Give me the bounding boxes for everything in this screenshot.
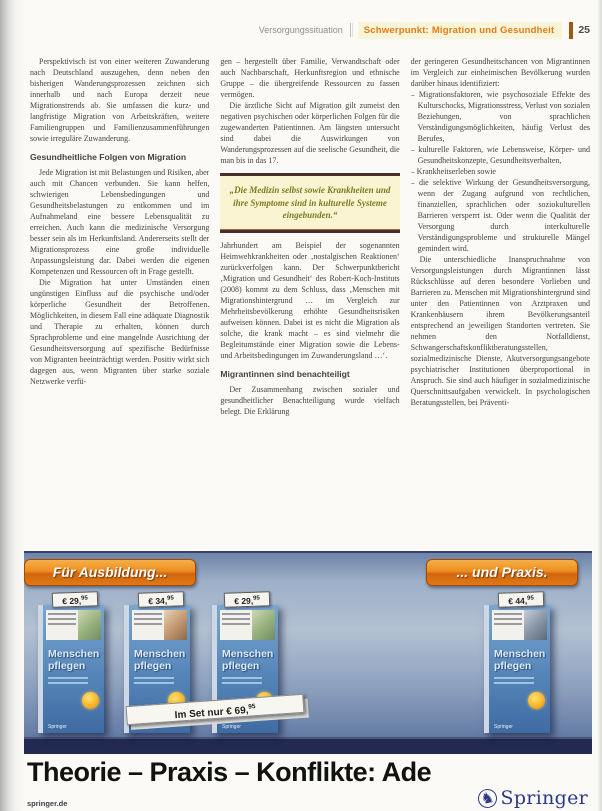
book-cover-4: [484, 605, 550, 733]
article-column-2: [220, 56, 399, 548]
book-subtitle-lines: [48, 677, 88, 687]
header-topic-label: Schwerpunkt: Migration und Gesundheit: [358, 22, 563, 39]
page-edge-shadow-left: [0, 0, 24, 811]
sun-badge-icon: [528, 692, 545, 709]
article-columns: [30, 56, 590, 548]
springer-logo: [478, 787, 588, 809]
page-header: [259, 20, 590, 40]
book-cover-header: [220, 610, 275, 640]
list-item: – kulturelle Faktoren, wie Lebensweise, Körper- und Gesundheitskonzepte, Gesundheitsverhalten,: [410, 145, 590, 165]
price-tag-2: [138, 591, 184, 608]
paragraph: der geringeren Gesundheitschancen von Migrantinnen im Vergleich zur einheimischen Bevölkerung wurden darüber hinaus identifiziert:: [410, 57, 590, 88]
ad-ribbon-praxis: ... und Praxis.: [426, 559, 578, 586]
book-title: Menschen pflegen: [48, 648, 100, 672]
article-column-3: [411, 56, 590, 548]
set-price-value: Im Set nur € 69,: [174, 705, 249, 722]
book-cover-photo: [78, 610, 101, 640]
book-authors-block: [492, 610, 524, 640]
section-heading: Migrantinnen sind benachteiligt: [220, 368, 350, 379]
book-cover-header: [132, 610, 187, 640]
paragraph: Die Migration hat unter Umständen einen ungünstigen Einfluss auf die psychische und/oder körperliche Gesundheit der Betroffenen. Möglichkeiten, in diesem Fall eine adäquate Diagnostik und Therapie zu erhalten, können durch Sprachprobleme und eine mangelnde Ausrichtung der Gesundheitsversorgung auf spezifische Bedürfnisse von Migranten beeinträchtigt werden. Positiv wirkt sich dagegen aus, wenn Migranten über starke soziale Netzwerke verfü-: [30, 278, 210, 386]
price-value: € 34,: [148, 595, 168, 607]
quote-text: „Die Medizin selbst sowie Krankheiten und ihre Symptome sind in kulturelle Systeme eingebunden.“: [220, 176, 399, 230]
book-title: Menschen pflegen: [494, 648, 546, 672]
advertisement-banner: [10, 553, 592, 754]
paragraph: Der Zusammenhang zwischen sozialer und gesundheitlicher Benachteiligung wurde vielfach belegt. Die Erklärung: [220, 384, 400, 416]
book-subtitle-lines: [222, 677, 262, 687]
book-cover-photo: [252, 610, 275, 640]
ad-bottom-band: [10, 739, 592, 754]
header-section-label: Versorgungssituation: [258, 25, 343, 35]
price-value: € 29,: [234, 595, 254, 607]
price-cents: 95: [80, 595, 88, 602]
price-cents: 95: [252, 595, 260, 602]
price-value: € 44,: [508, 595, 528, 607]
set-price-cents: 95: [248, 703, 256, 711]
price-cents: 95: [526, 595, 534, 602]
page-number: 25: [578, 24, 590, 36]
paragraph: Die unterschiedliche Inanspruchnahme von Versorgungsleistungen durch Migrantinnen lässt Rückschlüsse auf deren besondere Vorlieben und Barrieren zu. Menschen mit Migrationshintergrund sind unter den Patientinnen von Arztpraxen und Krankenhäusern ihrem Bevölkerungsanteil entsprechend an jeweiligen Standorten vertreten. Sie nehmen den Notfalldienst, Schwangerschaftskonfliktberatungsstellen, sozialmedizinische Dienste, Akutversorgungsangebote psychiatrischer Institutionen überproportional in Anspruch. Sie sind auch häufiger in sozialmedizinische Querschnittsaufgaben verwickelt. In psychologischen Beratungsstellen, bei Präventi-: [410, 255, 590, 407]
header-divider: [350, 23, 351, 37]
book-subtitle-lines: [134, 677, 174, 687]
book-cover-photo: [164, 610, 187, 640]
quote-rule-bottom: [220, 230, 399, 233]
book-subtitle-lines: [494, 677, 534, 687]
list-item: – Krankheitserleben sowie: [410, 167, 496, 176]
book-cover-header: [46, 610, 101, 640]
book-cover-1: [38, 605, 104, 733]
website-url: springer.de: [27, 799, 68, 808]
book-authors-block: [220, 610, 252, 640]
book-publisher: Springer: [48, 724, 67, 730]
price-tag-4: [498, 591, 544, 608]
price-tag-1: [52, 591, 98, 608]
paragraph: Die ärztliche Sicht auf Migration gilt zumeist den negativen psychischen oder körperlichen Folgen für die zugewanderten Patientinnen. Am längsten untersucht sind dabei die Auswirkungen von Wanderungsprozessen auf die seelische Gesundheit, die man bis in das 17.: [220, 101, 400, 165]
list-item: – Migrationsfaktoren, wie psychosoziale Effekte des Kulturschocks, Migrationsstress, Verlust von sozialen Beziehungen, von sprachlichen Verständigungsmöglichkeiten, häufig Verlust des Berufes,: [410, 90, 590, 143]
page-edge-shadow-right: [597, 0, 602, 811]
ad-ribbon-ausbildung: Für Ausbildung...: [24, 559, 196, 586]
next-article-headline: Theorie – Praxis – Konflikte: Ade: [27, 757, 432, 787]
book-publisher: Springer: [494, 724, 513, 730]
list-item: – die selektive Wirkung der Gesundheitsversorgung, wenn der Zugang aufgrund von rechtlichen, finanziellen, sprachlichen oder soziokulturellen Barrieren versperrt ist. Oder wenn die Qualität der Versorgung durch interkulturelle Verständigungsprobleme und strukturelle Mängel gemindert wird.: [410, 178, 590, 253]
book-cover-header: [492, 610, 547, 640]
page-number-bar: [569, 22, 573, 39]
article-column-1: [30, 56, 209, 548]
price-cents: 95: [166, 595, 174, 602]
springer-knight-icon: ♞: [476, 787, 499, 810]
book-title: Menschen pflegen: [134, 648, 186, 672]
price-tag-3: [224, 591, 270, 608]
sun-badge-icon: [82, 692, 99, 709]
book-publisher: Springer: [222, 724, 241, 730]
book-cover-photo: [524, 610, 547, 640]
paragraph: Jahrhundert am Beispiel der sogenannten Heimwehkrankheiten oder ‚nostalgischen Reaktionen‘ zurückverfolgen kann. Der Schwerpunktbericht ‚Migration und Gesundheit‘ des Robert-Koch-Instituts (2008) kommt zu dem Schluss, dass ‚Menschen mit Migrationshintergrund … im Vergleich zur Mehrheitsbevölkerung erhöhte Gesundheitsrisiken aufweisen können. Dabei ist es nicht die Migration als solche, die krank macht – es sind vielmehr die Begleitumstände einer Migration sowie die Lebens- und Arbeitsbedingungen im Zuwanderungsland …‘.: [220, 240, 400, 360]
book-title: Menschen pflegen: [222, 648, 274, 672]
book-publisher: Springer: [134, 724, 153, 730]
pull-quote: [220, 173, 399, 233]
springer-logo-text: Springer: [500, 787, 588, 809]
price-value: € 29,: [62, 595, 82, 607]
paragraph: Jede Migration ist mit Belastungen und Risiken, aber auch mit Chancen verbunden. Sie kann helfen, schwierigen Lebensbedingungen und Gesundheitsbelastungen zu entkommen und im Aufnahmeland eine bessere Lebensqualität zu erreichen. Auch kann die medizinische Versorgung besser sein als im Herkunftsland. Andererseits stellt der Migrationsprozess eine große individuelle Anpassungsleistung dar. Dabei werden die eigenen Kompetenzen und Ressourcen oft in Frage gestellt.: [30, 168, 210, 276]
paragraph: Perspektivisch ist von einer weiteren Zuwanderung nach Deutschland auszugehen, denn neben den bisherigen Wanderungsprozessen zeichnen sich innerhalb und nach Europa derzeit neue Migrationstrends ab. Sie umfassen die kurz- und langfristige Migration von Arbeitskräften, weitere Familiengruppen und Familienzusammenführungen sowie irreguläre Zuwanderung.: [30, 57, 210, 143]
book-authors-block: [46, 610, 78, 640]
book-authors-block: [132, 610, 164, 640]
paragraph: gen – hergestellt über Familie, Verwandtschaft oder auch Nachbarschaft, Herkunftsregion und ethnische Gruppe – die übergreifende Ressourcen zu fassen vermögen.: [220, 57, 400, 99]
section-heading: Gesundheitliche Folgen von Migration: [30, 152, 187, 162]
